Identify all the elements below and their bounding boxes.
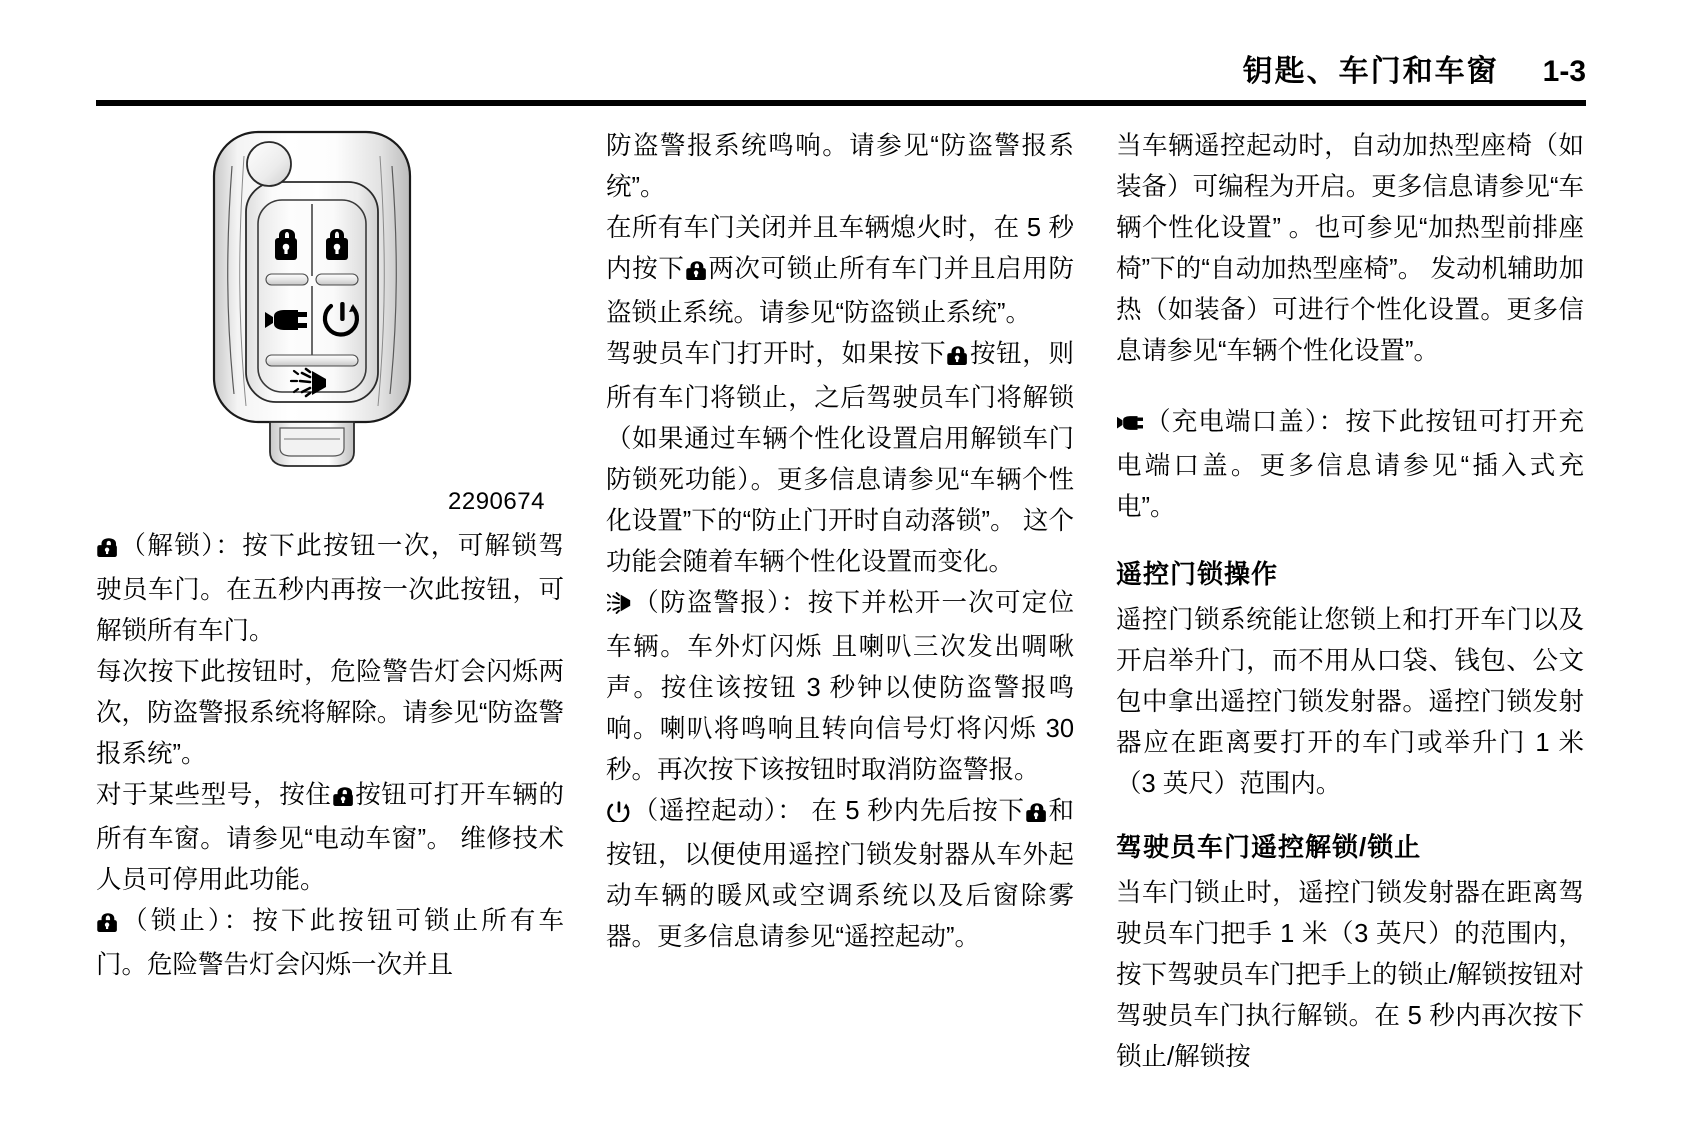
remote-key-fob-illustration: [206, 126, 456, 486]
paragraph-remote-start-text-after: 和按钮，以便使用遥控门锁发射器从车外起动车辆的暖风或空调系统以及后窗除雾器。更多信息请参见“遥控起动”。: [606, 797, 1074, 951]
page-number: 1-3: [1542, 55, 1586, 88]
paragraph-heated-seats: 当车辆遥控起动时，自动加热型座椅（如装备）可编程为开启。更多信息请参见“车辆个性化设置” 。也可参见“加热型前排座椅”下的“自动加热型座椅”。 发动机辅助加热（如装备）可进行个性化设置。更多信息请参见“车辆个性化设置”。: [1116, 132, 1584, 365]
open-padlock-icon: [97, 529, 118, 570]
closed-padlock-icon: [1026, 794, 1047, 835]
paragraph-alarm-sounds: 防盗警报系统鸣响。请参见“防盗警报系统”。: [606, 132, 1074, 201]
paragraph-hazard-lamp: 每次按下此按钮时，危险警告灯会闪烁两次，防盗警报系统将解除。请参见“防盗警报系统”。: [96, 658, 564, 768]
paragraph-lock-button: [96, 901, 564, 986]
paragraph-unlock-button: [96, 526, 564, 652]
right-column: [1116, 126, 1584, 1106]
paragraph-lock-text: （锁止）：按下此按钮可锁止所有车门。危险警告灯会闪烁一次并且: [96, 907, 564, 979]
open-padlock-icon: [333, 778, 354, 819]
heading-driver-door-remote-unlock-lock: 驾驶员车门遥控解锁/锁止: [1116, 832, 1422, 862]
paragraph-hold-unlock-text-before: 对于某些型号，按住: [96, 781, 332, 809]
charge-plug-icon: [1117, 405, 1143, 446]
paragraph-driver-door-text-before: 驾驶员车门打开时，如果按下: [606, 340, 947, 368]
paragraph-driver-door-open-lock: [606, 334, 1074, 583]
remote-start-icon: [607, 794, 631, 835]
middle-column: [606, 126, 1074, 1106]
header-title-row: [1243, 46, 1586, 90]
key-fob-figure: [96, 126, 564, 526]
page-header: [0, 0, 1682, 108]
paragraph-hold-unlock-windows: [96, 775, 564, 901]
paragraph-remote-start-text-before: （遥控起动）： 在 5 秒内先后按下: [632, 797, 1025, 825]
paragraph-driver-door-remote: 当车门锁止时，遥控门锁发射器在距离驾驶员车门把手 1 米（3 英尺）的范围内，按下驾驶员车门把手上的锁止/解锁按钮对驾驶员车门执行解锁。在 5 秒内再次按下锁止/解锁按: [1116, 879, 1584, 1071]
left-column: [96, 126, 564, 1106]
paragraph-remote-start: [606, 791, 1074, 958]
figure-number: 2290674: [448, 488, 545, 515]
closed-padlock-icon: [686, 252, 707, 293]
closed-padlock-icon: [97, 904, 118, 945]
paragraph-theft-deterrent-arm: [606, 208, 1074, 334]
paragraph-unlock-text: （解锁）：按下此按钮一次，可解锁驾驶员车门。在五秒内再按一次此按钮，可解锁所有车门。: [96, 532, 564, 645]
paragraph-charge-port-text: （充电端口盖）：按下此按钮可打开充电端口盖。更多信息请参见“插入式充电”。: [1116, 408, 1584, 521]
alarm-horn-icon: [607, 586, 631, 627]
closed-padlock-icon: [947, 337, 968, 378]
paragraph-panic-alarm: [606, 583, 1074, 791]
paragraph-charge-port-door: [1116, 402, 1584, 528]
paragraph-remote-lock-operation: 遥控门锁系统能让您锁上和打开车门以及开启举升门，而不用从口袋、钱包、公文包中拿出遥控门锁发射器。遥控门锁发射器应在距离要打开的车门或举升门 1 米（3 英尺）范围内。: [1116, 606, 1584, 798]
paragraph-panic-alarm-text: （防盗警报）：按下并松开一次可定位车辆。车外灯闪烁 且喇叭三次发出啁啾声。按住该按钮 3 秒钟以使防盗警报鸣响。喇叭将鸣响且转向信号灯将闪烁 30 秒。再次按下该按钮时取消防盗警报。: [606, 589, 1074, 784]
header-divider-rule: [96, 100, 1586, 106]
paragraph-gap: [1116, 372, 1584, 402]
paragraph-driver-door-text-after: 按钮，则所有车门将锁止，之后驾驶员车门将解锁（如果通过车辆个性化设置启用解锁车门防锁死功能）。更多信息请参见“车辆个性化设置”下的“防止门开时自动落锁”。 这个功能会随着车辆个性化设置而变化。: [606, 340, 1074, 576]
paragraph-theft-deterrent-text-after: 两次可锁止所有车门并且启用防盗锁止系统。请参见“防盗锁止系统”。: [606, 255, 1074, 327]
paragraph-hold-unlock-text-after: 按钮可打开车辆的所有车窗。请参见“电动车窗”。 维修技术人员可停用此功能。: [96, 781, 564, 894]
chapter-title: 钥匙、车门和车窗: [1242, 55, 1499, 88]
three-column-body: [96, 126, 1586, 1106]
heading-remote-lock-operation: 遥控门锁操作: [1116, 559, 1279, 589]
paragraph-theft-deterrent-text-before: 在所有车门关闭并且车辆熄火时，在 5 秒内按下: [606, 214, 1074, 283]
